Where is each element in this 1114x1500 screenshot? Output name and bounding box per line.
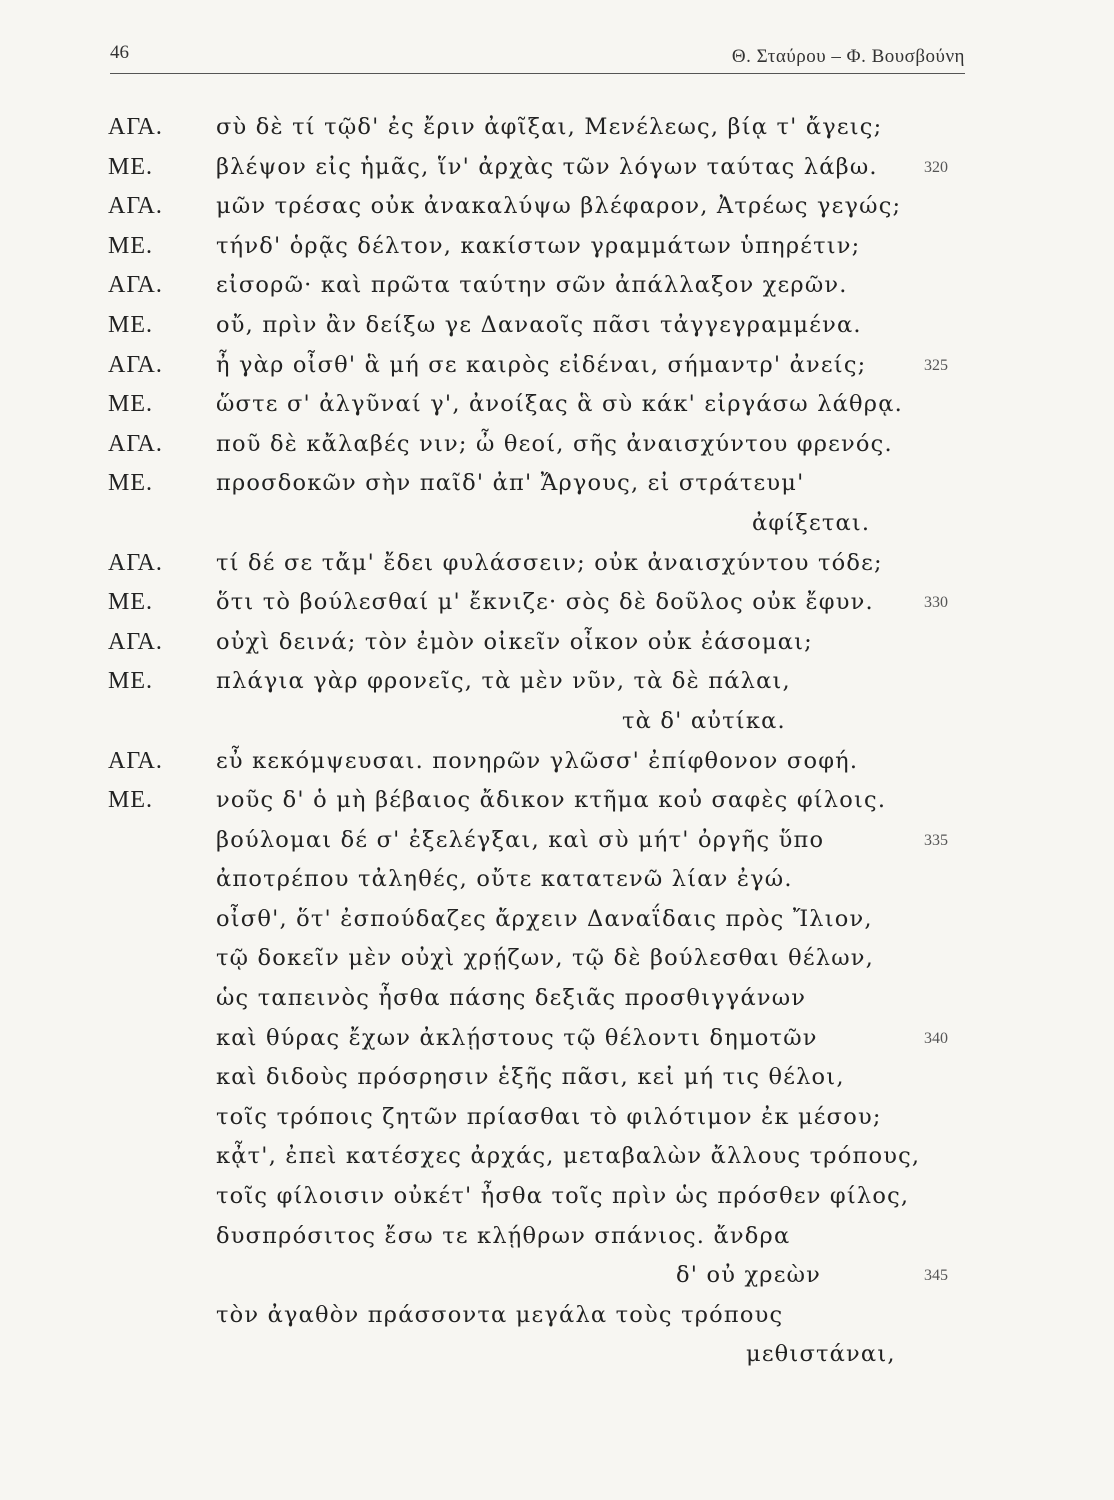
verse-line: [0, 464, 1114, 504]
verse-text: οὔ, πρὶν ἂν δείξω γε Δαναοῖς πᾶσι τἀγγεγραμμένα.: [216, 311, 862, 338]
header-rule: [110, 73, 965, 74]
verse-text: βλέψον εἰς ἡμᾶς, ἵν' ἀρχὰς τῶν λόγων ταύτας λάβω.: [216, 153, 878, 180]
verse-text: εἰσορῶ· καὶ πρῶτα ταύτην σῶν ἀπάλλαξον χερῶν.: [216, 272, 848, 299]
verse-line: [0, 900, 1114, 940]
verse-line: [0, 781, 1114, 821]
verse-line: [0, 623, 1114, 663]
verse-line: [0, 1177, 1114, 1217]
verse-line: [0, 1137, 1114, 1177]
verse-text: τήνδ' ὁρᾷς δέλτον, κακίστων γραμμάτων ὑπηρέτιν;: [216, 232, 861, 259]
verse-line: [0, 1217, 1114, 1257]
verse-line: [0, 425, 1114, 465]
verse-line: [0, 504, 1114, 544]
line-number: 330: [924, 594, 948, 612]
verse-text: πλάγια γὰρ φρονεῖς, τὰ μὲν νῦν, τὰ δὲ πάλαι,: [216, 668, 791, 695]
verse-text: τὸν ἀγαθὸν πράσσοντα μεγάλα τοὺς τρόπους: [216, 1301, 784, 1328]
speaker-label: ΜΕ.: [108, 668, 153, 695]
verse-line: [0, 266, 1114, 306]
verse-text: ἦ γὰρ οἶσθ' ἃ μή σε καιρὸς εἰδέναι, σήμαντρ' ἀνείς;: [216, 351, 867, 378]
verse-line: [0, 306, 1114, 346]
verse-line: [0, 227, 1114, 267]
verse-text: ὥστε σ' ἀλγῦναί γ', ἀνοίξας ἃ σὺ κάκ' εἰργάσω λάθρᾳ.: [216, 391, 903, 418]
verse-text: τοῖς φίλοισιν οὐκέτ' ἦσθα τοῖς πρὶν ὡς πρόσθεν φίλος,: [216, 1183, 910, 1210]
speaker-label: ΜΕ.: [108, 589, 153, 616]
verse-text: ἀφίξεται.: [752, 509, 871, 536]
verse-line: [0, 108, 1114, 148]
verse-line: [0, 346, 1114, 386]
verse-line: [0, 187, 1114, 227]
speaker-label: ΜΕ.: [108, 470, 153, 497]
verse-text: καὶ διδοὺς πρόσρησιν ἑξῆς πᾶσι, κεἰ μή τις θέλοι,: [216, 1064, 845, 1091]
speaker-label: ΜΕ.: [108, 153, 153, 180]
verse-text: τὰ δ' αὐτίκα.: [622, 707, 786, 734]
speaker-label: ΑΓΑ.: [108, 193, 163, 220]
speaker-label: ΑΓΑ.: [108, 351, 163, 378]
speaker-label: ΑΓΑ.: [108, 430, 163, 457]
verse-text: βούλομαι δέ σ' ἐξελέγξαι, καὶ σὺ μήτ' ὀργῆς ὕπο: [216, 826, 825, 853]
verse-line: [0, 148, 1114, 188]
speaker-label: ΑΓΑ.: [108, 628, 163, 655]
verse-text: ὡς ταπεινὸς ἦσθα πάσης δεξιᾶς προσθιγγάνων: [216, 985, 807, 1012]
verse-text: δυσπρόσιτος ἔσω τε κλῄθρων σπάνιος. ἄνδρα: [216, 1222, 791, 1249]
line-number: 345: [924, 1267, 948, 1285]
verse-list: [0, 108, 1114, 1375]
verse-text: τῷ δοκεῖν μὲν οὐχὶ χρῄζων, τῷ δὲ βούλεσθαι θέλων,: [216, 945, 875, 972]
verse-line: [0, 1058, 1114, 1098]
verse-line: [0, 1256, 1114, 1296]
verse-text: τί δέ σε τἄμ' ἔδει φυλάσσειν; οὐκ ἀναισχύντου τόδε;: [216, 549, 883, 576]
line-number: 320: [924, 158, 948, 176]
verse-line: [0, 662, 1114, 702]
line-number: 335: [924, 831, 948, 849]
verse-text: οὐχὶ δεινά; τὸν ἐμὸν οἰκεῖν οἶκον οὐκ ἐάσομαι;: [216, 628, 813, 655]
verse-line: [0, 583, 1114, 623]
verse-line: [0, 1019, 1114, 1059]
verse-text: μεθιστάναι,: [746, 1341, 896, 1368]
verse-text: καὶ θύρας ἔχων ἀκλῄστους τῷ θέλοντι δημοτῶν: [216, 1024, 818, 1051]
verse-text: εὖ κεκόμψευσαι. πονηρῶν γλῶσσ' ἐπίφθονον σοφή.: [216, 747, 859, 774]
verse-text: ποῦ δὲ κἄλαβές νιν; ὦ θεοί, σῆς ἀναισχύντου φρενός.: [216, 430, 893, 457]
verse-line: [0, 860, 1114, 900]
verse-text: μῶν τρέσας οὐκ ἀνακαλύψω βλέφαρον, Ἀτρέως γεγώς;: [216, 193, 902, 220]
verse-line: [0, 979, 1114, 1019]
verse-text: κᾆτ', ἐπεὶ κατέσχες ἀρχάς, μεταβαλὼν ἄλλους τρόπους,: [216, 1143, 921, 1170]
verse-line: [0, 1098, 1114, 1138]
speaker-label: ΑΓΑ.: [108, 747, 163, 774]
verse-text: ἀποτρέπου τἀληθές, οὔτε κατατενῶ λίαν ἐγώ.: [216, 866, 793, 893]
running-title: Θ. Σταύρου – Φ. Βουσβούνη: [731, 46, 965, 67]
verse-text: δ' οὐ χρεὼν: [676, 1262, 822, 1289]
verse-line: [0, 385, 1114, 425]
line-number: 325: [924, 356, 948, 374]
speaker-label: ΜΕ.: [108, 787, 153, 814]
speaker-label: ΑΓΑ.: [108, 549, 163, 576]
speaker-label: ΑΓΑ.: [108, 114, 163, 140]
verse-line: [0, 544, 1114, 584]
speaker-label: ΜΕ.: [108, 311, 153, 338]
running-head: [110, 38, 965, 68]
verse-text: σὺ δὲ τί τῷδ' ἐς ἔριν ἀφῖξαι, Μενέλεως, βίᾳ τ' ἄγεις;: [216, 114, 883, 140]
verse-line: [0, 742, 1114, 782]
speaker-label: ΑΓΑ.: [108, 272, 163, 299]
line-number: 340: [924, 1029, 948, 1047]
verse-line: [0, 702, 1114, 742]
verse-line: [0, 1296, 1114, 1336]
speaker-label: ΜΕ.: [108, 391, 153, 418]
speaker-label: ΜΕ.: [108, 232, 153, 259]
page-number: 46: [110, 42, 129, 63]
verse-text: νοῦς δ' ὁ μὴ βέβαιος ἄδικον κτῆμα κοὐ σαφὲς φίλοις.: [216, 787, 887, 814]
verse-line: [0, 939, 1114, 979]
verse-text: προσδοκῶν σὴν παῖδ' ἀπ' Ἄργους, εἰ στράτευμ': [216, 470, 805, 497]
verse-line: [0, 1335, 1114, 1375]
verse-text: τοῖς τρόποις ζητῶν πρίασθαι τὸ φιλότιμον ἐκ μέσου;: [216, 1103, 882, 1130]
verse-line: [0, 821, 1114, 861]
verse-text: ὅτι τὸ βούλεσθαί μ' ἔκνιζε· σὸς δὲ δοῦλος οὐκ ἔφυν.: [216, 589, 874, 616]
verse-text: οἶσθ', ὅτ' ἐσπούδαζες ἄρχειν Δαναΐδαις πρὸς Ἴλιον,: [216, 905, 873, 932]
